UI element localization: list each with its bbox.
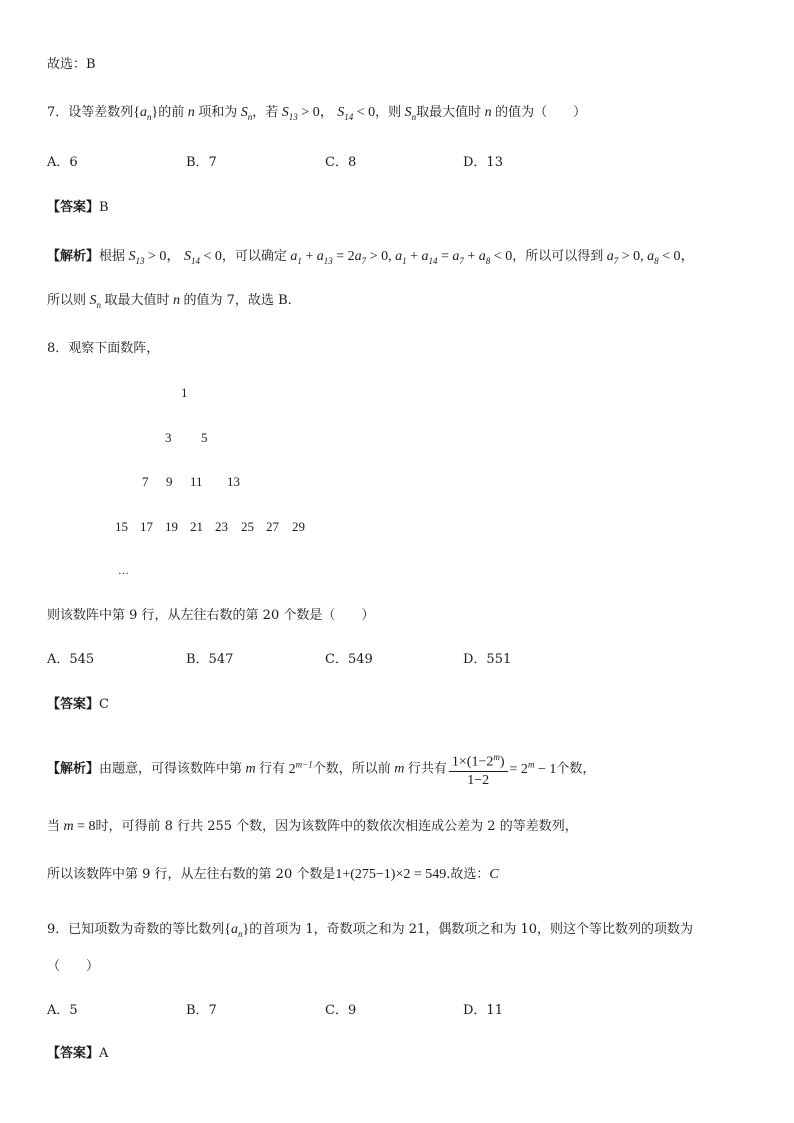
q7-answer — [47, 199, 109, 217]
q8-row4-cell: 29 — [292, 519, 305, 534]
q8-question: 则该数阵中第 9 行，从左往右数的第 20 个数是（ ） — [47, 608, 375, 623]
q8-row3-cell: 11 — [190, 474, 203, 489]
q8-stem: 8．观察下面数阵， — [47, 341, 160, 356]
q9-option-c: C．9 — [325, 1003, 357, 1018]
q7-explanation-line1: 【解析】根据 $S_{13} > 0$， $S_{14} < 0$，可以确定 $a_1 + a_{13} = 2a_7 > 0$, $a_1 + a_{14} = a_7 + a_8 < 0$，所以可以得到 $a_7 > 0$, $a_8 < 0$， — [47, 249, 695, 266]
q7-answer-value: B — [99, 200, 109, 215]
answer-tag: 【答案】 — [47, 1046, 100, 1061]
q9-option-b: B．7 — [186, 1003, 217, 1018]
q7-stem-mid5: 取最大值时 — [416, 105, 482, 120]
q8-row4-cell: 25 — [241, 519, 254, 534]
q7-cond: $S_{13} > 0$， $S_{14} < 0$ — [278, 105, 376, 122]
q8-row4-cell: 17 — [140, 519, 153, 534]
q9-answer — [47, 1045, 108, 1063]
q8-row3-cell: 9 — [166, 474, 173, 489]
q8-row3-cell: 13 — [227, 474, 240, 489]
q8-option-d: D．551 — [463, 652, 512, 667]
q8-row4-cell: 15 — [115, 519, 128, 534]
q9-answer-value: A — [99, 1046, 109, 1061]
q7-option-d: D．13 — [463, 155, 503, 170]
q8-answer — [47, 696, 109, 714]
answer-tag: 【答案】 — [47, 200, 100, 215]
q7-stem-mid3: ，若 — [252, 105, 279, 120]
q9-option-a: A．5 — [47, 1003, 78, 1018]
q8-row4-cell: 21 — [190, 519, 203, 534]
q8-row3-cell: 7 — [142, 474, 149, 489]
q8-explanation-line2: 当 m = 8时，可得前 8 行共 255 个数，因为该数阵中的数依次相连成公差为 2 的等差数列， — [47, 819, 578, 834]
q7-stem-mid4: ，则 — [375, 105, 402, 120]
q7-stem: 7．设等差数列$\{a_n\}$的前 n 项和为 $S_n$，若 $S_{13} > 0$， $S_{14} < 0$，则 $S_n$取最大值时 n 的值为（ ） — [47, 105, 587, 122]
q8-option-a: A．545 — [47, 652, 95, 667]
q9-option-d: D．11 — [463, 1003, 503, 1018]
q8-answer-value: C — [99, 697, 109, 712]
q8-ellipsis: … — [118, 565, 129, 577]
q7-seq: $\{a_n\}$ — [133, 105, 159, 122]
explanation-tag: 【解析】 — [47, 761, 100, 777]
q7-stem-pre: 7．设等差数列 — [47, 105, 134, 120]
q8-fraction: $\frac{1\times(1-2^m)}{1-2}$ — [449, 749, 508, 790]
answer-tag: 【答案】 — [47, 697, 100, 712]
q8-row4-cell: 27 — [266, 519, 279, 534]
q8-row2-cell: 5 — [201, 430, 208, 445]
explanation-tag: 【解析】 — [47, 249, 100, 264]
q9-paren: （ ） — [47, 959, 100, 974]
q7-derivation: $a_1 + a_{13} = 2a_7 > 0$, $a_1 + a_{14} = a_7 + a_8 < 0$ — [286, 249, 513, 266]
previous-answer: 故选：B — [47, 57, 96, 72]
q9-stem: 9．已知项数为奇数的等比数列$\{a_n\}$的首项为 1，奇数项之和为 21，偶数项之和为 10，则这个等比数列的项数为 — [47, 922, 694, 939]
q8-row4-cell: 19 — [165, 519, 178, 534]
q8-option-c: C．549 — [325, 652, 373, 667]
q8-row4-cell: 23 — [215, 519, 228, 534]
q7-stem-end: 的值为（ ） — [495, 105, 587, 120]
q8-row1-cell: 1 — [181, 385, 188, 400]
q7-option-c: C．8 — [325, 155, 357, 170]
q8-explanation-line1: 【解析】由题意，可得该数阵中第 m 行有 $2^{m-1}$个数，所以前 m 行共有 $\frac{1\times(1-2^m)}{1-2}$ = $2^m - 1$个数， — [47, 747, 595, 789]
q7-stem-mid1: 的前 — [158, 105, 185, 120]
q8-explanation-line3: 所以该数阵中第 9 行，从左往右数的第 20 个数是1+(275−1)×2 = 549.故选：C — [47, 867, 499, 882]
q7-option-a: A．6 — [47, 155, 78, 170]
q7-option-b: B．7 — [186, 155, 217, 170]
q7-explanation-line2: 所以则 $S_n$ 取最大值时 n 的值为 7，故选 B. — [47, 293, 292, 310]
q8-option-b: B．547 — [186, 652, 234, 667]
q7-stem-mid2: 项和为 — [198, 105, 238, 120]
q8-row2-cell: 3 — [165, 430, 172, 445]
